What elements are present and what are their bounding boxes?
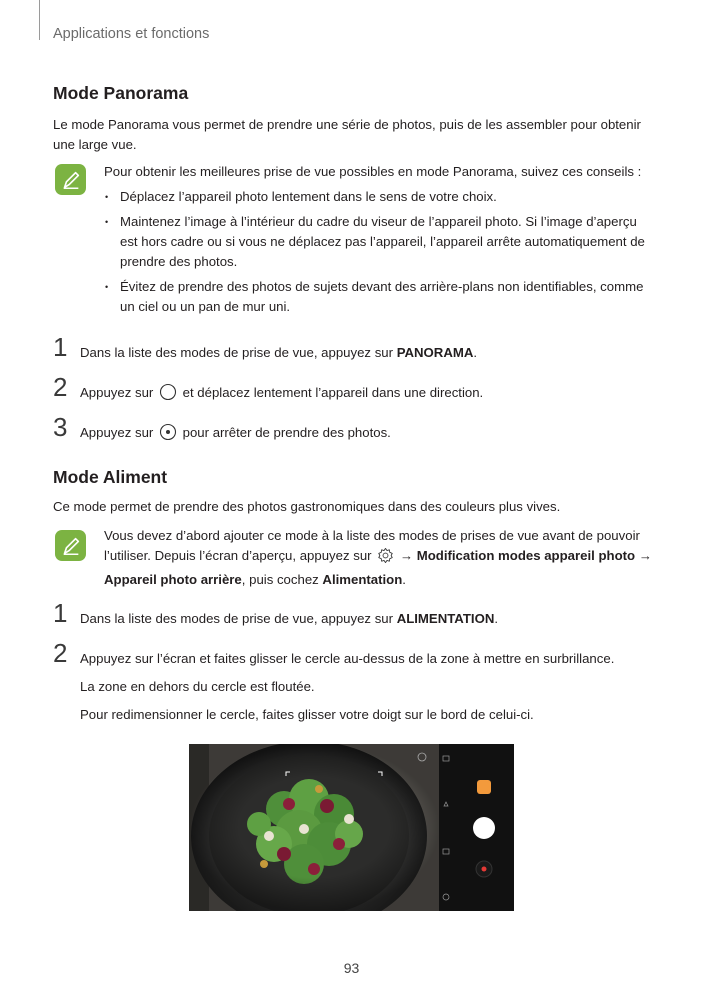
panorama-label: PANORAMA [396, 345, 474, 360]
panorama-note-bullet: • Déplacez l’appareil photo lentement dans le sens de votre choix. [104, 187, 652, 207]
panorama-note-lead: Pour obtenir les meilleures prise de vue possibles en mode Panorama, suivez ces conseils : [104, 164, 642, 179]
aliment-note: Vous devez d’abord ajouter ce mode à la liste des modes de prises de vue avant de pouvoir l’utiliser. Depuis l’écran d’aperçu, appuyez sur → Modification modes appareil photo → Appareil photo arrière, puis cochez Alimentation. [104, 528, 652, 587]
aliment-step-2: 2 Appuyez sur l’écran et faites glisser le cercle au-dessus de la zone à mettre en surbrillance. La zone en dehors du cercle est floutée. Pour redimensionner le cercle, faites glisser votre doigt sur le bord de celui-ci. [53, 638, 615, 722]
step-number: 3 [53, 412, 68, 442]
page-number: 93 [343, 960, 360, 976]
header-rule [39, 0, 40, 40]
food-mode-screenshot [189, 744, 514, 911]
panorama-note [104, 162, 652, 317]
page-header: Applications et fonctions [53, 26, 210, 42]
note-icon [55, 164, 86, 195]
step-number: 1 [53, 598, 68, 628]
shutter-button[interactable] [473, 817, 495, 839]
panorama-note-bullet: • Maintenez l’image à l’intérieur du cadre du viseur de l’appareil photo. Si l’image d’aperçu est hors cadre ou si vous ne déplacez pas l’appareil, l’appareil arrête automatiquement de prendre des photos. [104, 212, 652, 272]
step-number: 1 [53, 332, 68, 362]
step-number: 2 [53, 638, 68, 668]
food-mode-button[interactable] [477, 780, 491, 794]
panorama-step-2: 2 Appuyez sur et déplacez lentement l’appareil dans une direction. [53, 383, 653, 407]
panorama-step-1: 1 Dans la liste des modes de prise de vue, appuyez sur PANORAMA. [53, 332, 478, 362]
panorama-note-bullet: • Évitez de prendre des photos de sujets devant des arrière-plans non identifiables, comme un ciel ou un pan de mur uni. [104, 277, 652, 317]
record-dot [482, 867, 487, 872]
settings-icon [377, 547, 394, 570]
panorama-intro: Le mode Panorama vous permet de prendre une série de photos, puis de les assembler pour obtenir une large vue. [53, 117, 641, 152]
section-title-aliment: Mode Aliment [53, 467, 168, 487]
aliment-label: ALIMENTATION [396, 611, 495, 626]
step-number: 2 [53, 372, 68, 402]
panorama-step-3: 3 Appuyez sur pour arrêter de prendre des photos. [53, 423, 653, 447]
shutter-icon [159, 383, 177, 407]
aliment-step-1: 1 Dans la liste des modes de prise de vue, appuyez sur ALIMENTATION. [53, 598, 499, 628]
note-icon [55, 530, 86, 561]
aliment-intro: Ce mode permet de prendre des photos gastronomiques dans des couleurs plus vives. [53, 499, 561, 514]
stop-icon [159, 423, 177, 447]
section-title-panorama: Mode Panorama [53, 83, 189, 103]
